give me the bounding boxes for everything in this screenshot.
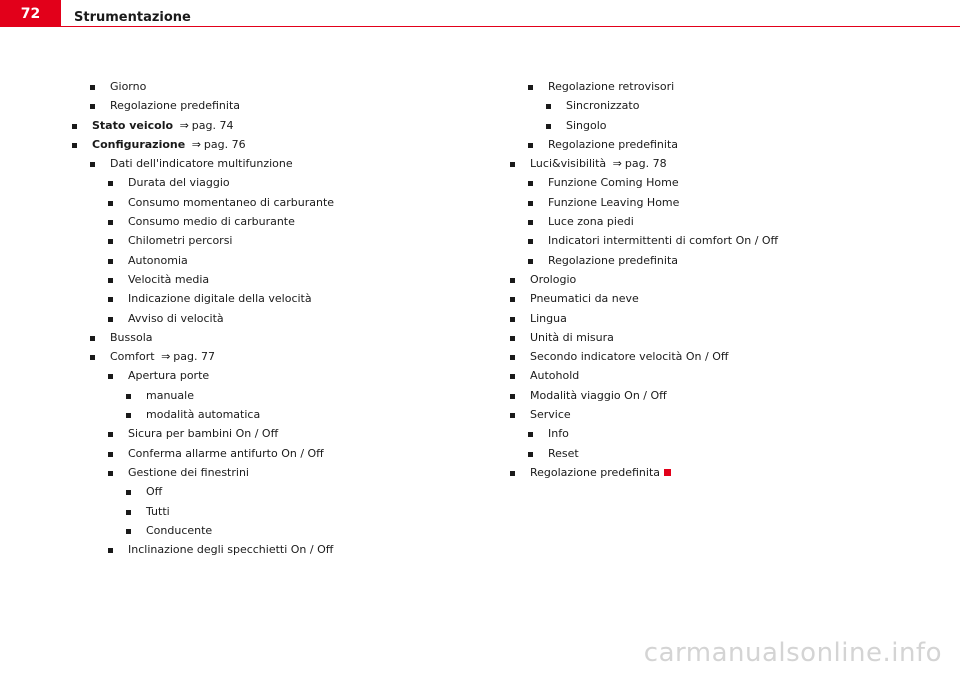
list-item-text: [566, 116, 607, 135]
list-item: [72, 347, 452, 366]
list-item-label: Pneumatici da neve: [530, 292, 639, 306]
list-item-text: [128, 231, 232, 250]
list-item-text: [530, 270, 576, 289]
bullet-icon: [510, 336, 515, 341]
list-item: [72, 540, 452, 559]
list-item-text: [530, 154, 667, 173]
left-column: [72, 77, 452, 559]
list-item-text: [128, 540, 333, 559]
list-item-label: Funzione Coming Home: [548, 176, 679, 190]
section-title: Strumentazione: [74, 10, 191, 25]
list-item: [72, 116, 452, 135]
list-item: [72, 212, 452, 231]
list-item-label: Service: [530, 408, 571, 422]
list-item-label: Avviso di velocità: [128, 311, 224, 325]
list-item-label: Luci&visibilità: [530, 157, 607, 171]
bullet-icon: [108, 259, 113, 264]
list-item: [72, 135, 452, 154]
list-item-text: [110, 347, 215, 366]
list-item-label: Bussola: [110, 330, 153, 344]
list-item-text: [128, 463, 249, 482]
bullet-icon: [510, 297, 515, 302]
bullet-icon: [108, 220, 113, 225]
bullet-icon: [510, 278, 515, 283]
list-item-label: Regolazione predefinita: [110, 99, 241, 113]
bullet-icon: [108, 471, 113, 476]
list-item: [72, 251, 452, 270]
list-item-text: [128, 289, 312, 308]
bullet-icon: [126, 413, 131, 418]
list-item-text: [110, 77, 146, 96]
list-item-label: Autonomia: [128, 253, 188, 267]
bullet-icon: [510, 394, 515, 399]
bullet-icon: [72, 124, 77, 129]
bullet-icon: [528, 143, 533, 148]
bullet-icon: [126, 510, 131, 515]
bullet-icon: [546, 124, 551, 129]
list-item-text: [548, 135, 678, 154]
bullet-icon: [126, 490, 131, 495]
list-item-label: Chilometri percorsi: [128, 234, 233, 248]
list-item-text: [110, 154, 293, 173]
list-item-text: [92, 135, 246, 154]
list-item-text: [548, 173, 679, 192]
list-item-text: [128, 424, 278, 443]
page-reference: pag. 74: [191, 118, 234, 132]
bullet-icon: [90, 336, 95, 341]
list-item-label: manuale: [146, 388, 194, 402]
list-item: [72, 405, 452, 424]
list-item-heading: Configurazione: [92, 137, 186, 151]
list-item: [510, 231, 930, 250]
bullet-icon: [108, 278, 113, 283]
list-item: [72, 366, 452, 385]
list-item-label: Reset: [548, 446, 579, 460]
list-item: [72, 463, 452, 482]
list-item-text: [146, 405, 260, 424]
list-item: [510, 116, 930, 135]
list-item-text: [548, 251, 678, 270]
list-item-text: [530, 328, 614, 347]
list-item-text: [548, 231, 778, 250]
list-item: [510, 193, 930, 212]
bullet-icon: [108, 239, 113, 244]
header-divider: [0, 26, 960, 27]
list-item-label: Orologio: [530, 272, 577, 286]
list-item-label: Consumo momentaneo di carburante: [128, 195, 335, 209]
list-item: [510, 173, 930, 192]
bullet-icon: [546, 104, 551, 109]
list-item-text: [530, 366, 579, 385]
list-item-label: Luce zona piedi: [548, 215, 634, 229]
list-item-text: [530, 347, 728, 366]
bullet-icon: [90, 104, 95, 109]
bullet-icon: [108, 548, 113, 553]
list-item: [510, 366, 930, 385]
bullet-icon: [108, 374, 113, 379]
list-item-text: [128, 444, 324, 463]
list-item-label: Inclinazione degli specchietti On / Off: [128, 543, 334, 557]
arrow-right-icon: ⇒: [191, 137, 201, 151]
bullet-icon: [108, 201, 113, 206]
list-item-label: Indicatori intermittenti di comfort On / Off: [548, 234, 779, 248]
list-item-text: [128, 366, 209, 385]
page-reference: pag. 76: [203, 137, 246, 151]
bullet-icon: [72, 143, 77, 148]
list-item-text: [146, 502, 170, 521]
list-item-label: Regolazione predefinita: [548, 253, 679, 267]
list-item-label: Comfort: [110, 350, 155, 364]
list-item-text: [548, 424, 569, 443]
section-end-icon: [664, 469, 671, 476]
list-item-text: [128, 193, 334, 212]
list-item-text: [530, 386, 667, 405]
list-item-label: Off: [146, 485, 163, 499]
bullet-icon: [528, 452, 533, 457]
arrow-right-icon: ⇒: [179, 118, 189, 132]
list-item-label: Unità di misura: [530, 330, 614, 344]
right-column: [510, 77, 930, 482]
list-item: [510, 405, 930, 424]
list-item-label: modalità automatica: [146, 408, 261, 422]
list-item-label: Funzione Leaving Home: [548, 195, 680, 209]
arrow-right-icon: ⇒: [612, 157, 622, 171]
list-item: [72, 521, 452, 540]
page-number: 72: [0, 0, 61, 27]
list-item-text: [92, 116, 233, 135]
list-item-label: Velocità media: [128, 272, 210, 286]
bullet-icon: [510, 374, 515, 379]
list-item: [72, 77, 452, 96]
bullet-icon: [108, 317, 113, 322]
bullet-icon: [528, 201, 533, 206]
list-item-label: Conducente: [146, 523, 213, 537]
list-item: [72, 444, 452, 463]
list-item: [510, 309, 930, 328]
list-item: [72, 173, 452, 192]
page-header: [0, 0, 960, 28]
list-item: [72, 289, 452, 308]
list-item-text: [110, 328, 153, 347]
bullet-icon: [510, 317, 515, 322]
bullet-icon: [108, 452, 113, 457]
list-item-text: [128, 212, 295, 231]
list-item: [72, 424, 452, 443]
page-reference: pag. 78: [624, 157, 667, 171]
list-item: [72, 386, 452, 405]
bullet-icon: [90, 162, 95, 167]
list-item-text: [146, 386, 194, 405]
list-item: [510, 386, 930, 405]
list-item: [72, 502, 452, 521]
bullet-icon: [528, 220, 533, 225]
bullet-icon: [126, 529, 131, 534]
list-item: [72, 193, 452, 212]
list-item: [510, 135, 930, 154]
list-item-heading: Stato veicolo: [92, 118, 174, 132]
list-item-text: [548, 444, 579, 463]
bullet-icon: [108, 297, 113, 302]
list-item-label: Durata del viaggio: [128, 176, 230, 190]
list-item-text: [530, 309, 567, 328]
list-item-text: [530, 405, 571, 424]
list-item: [72, 328, 452, 347]
list-item-text: [146, 521, 212, 540]
list-item-label: Secondo indicatore velocità On / Off: [530, 350, 729, 364]
list-item-label: Tutti: [146, 504, 170, 518]
list-item-label: Dati dell'indicatore multifunzione: [110, 157, 293, 171]
list-item-label: Consumo medio di carburante: [128, 215, 295, 229]
list-item-label: Regolazione predefinita: [530, 465, 661, 479]
list-item-text: [548, 193, 679, 212]
list-item: [510, 77, 930, 96]
list-item-label: Singolo: [566, 118, 607, 132]
list-item: [72, 154, 452, 173]
bullet-icon: [108, 432, 113, 437]
list-item-label: Modalità viaggio On / Off: [530, 388, 667, 402]
list-item-text: [566, 96, 639, 115]
bullet-icon: [510, 471, 515, 476]
bullet-icon: [528, 432, 533, 437]
list-item: [510, 289, 930, 308]
bullet-icon: [126, 394, 131, 399]
list-item-text: [128, 251, 188, 270]
list-item-label: Apertura porte: [128, 369, 210, 383]
list-item-label: Autohold: [530, 369, 580, 383]
list-item: [510, 444, 930, 463]
list-item-label: Sincronizzato: [566, 99, 640, 113]
list-item-text: [128, 309, 224, 328]
list-item-label: Giorno: [110, 80, 147, 93]
bullet-icon: [510, 413, 515, 418]
list-item-text: [530, 289, 639, 308]
list-item: [510, 347, 930, 366]
bullet-icon: [528, 259, 533, 264]
bullet-icon: [528, 85, 533, 90]
list-item: [510, 96, 930, 115]
list-item-label: Regolazione retrovisori: [548, 80, 675, 93]
bullet-icon: [510, 355, 515, 360]
list-item-text: [530, 463, 671, 482]
list-item: [510, 212, 930, 231]
list-item-label: Regolazione predefinita: [548, 137, 679, 151]
bullet-icon: [90, 85, 95, 90]
bullet-icon: [528, 181, 533, 186]
list-item-text: [128, 173, 230, 192]
list-item: [72, 482, 452, 501]
list-item-label: Gestione dei finestrini: [128, 465, 249, 479]
list-item-text: [548, 212, 634, 231]
list-item-text: [548, 77, 674, 96]
list-item: [72, 270, 452, 289]
list-item: [510, 270, 930, 289]
list-item-label: Sicura per bambini On / Off: [128, 427, 279, 441]
list-item: [510, 463, 930, 482]
list-item: [510, 154, 930, 173]
page-reference: pag. 77: [173, 350, 215, 364]
list-item: [510, 251, 930, 270]
list-item-text: [110, 96, 240, 115]
list-item-text: [128, 270, 209, 289]
list-item: [72, 231, 452, 250]
list-item-text: [146, 482, 162, 501]
list-item-label: Lingua: [530, 311, 567, 325]
arrow-right-icon: ⇒: [161, 350, 171, 364]
bullet-icon: [90, 355, 95, 360]
list-item: [72, 96, 452, 115]
bullet-icon: [528, 239, 533, 244]
list-item-label: Info: [548, 427, 569, 441]
list-item-label: Indicazione digitale della velocità: [128, 292, 312, 306]
list-item: [510, 424, 930, 443]
list-item: [72, 309, 452, 328]
list-item-label: Conferma allarme antifurto On / Off: [128, 446, 324, 460]
list-item: [510, 328, 930, 347]
bullet-icon: [108, 181, 113, 186]
bullet-icon: [510, 162, 515, 167]
watermark: carmanualsonline.info: [643, 638, 942, 668]
